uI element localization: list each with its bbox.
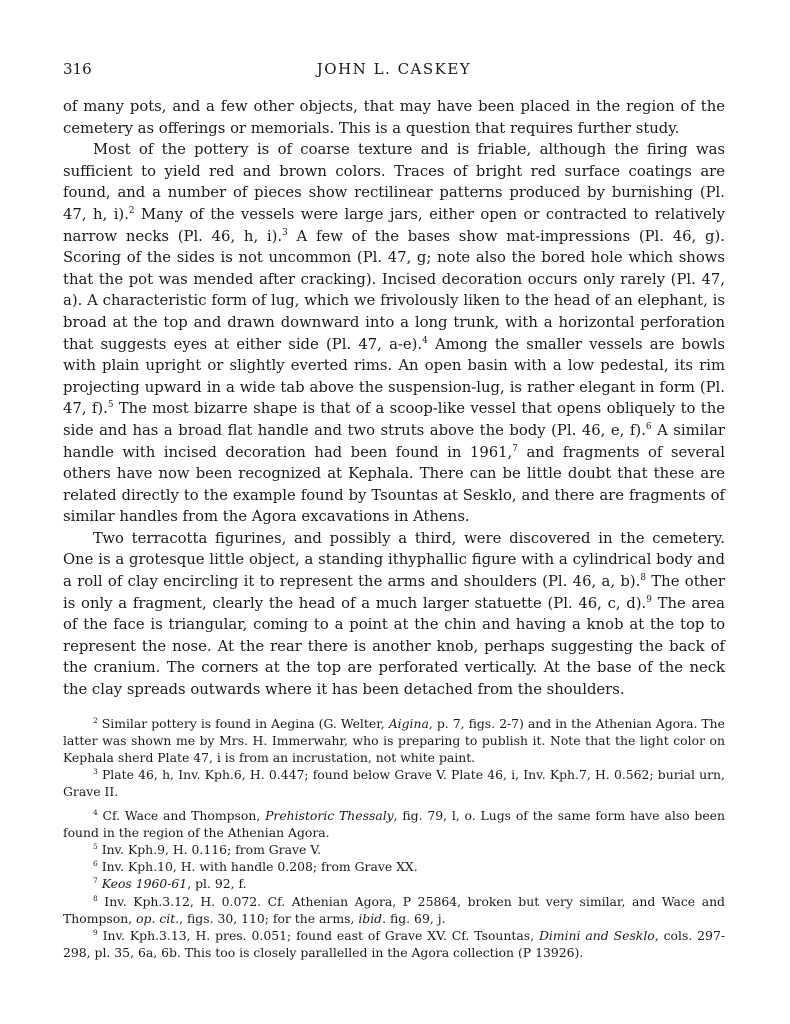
footnote-7 [63,875,725,892]
paragraph-3 [63,528,725,701]
italic-title: ibid. [358,910,387,926]
footnote-5 [63,841,725,858]
text-run: Many of the vessels were large jars, either open or contracted to relatively narrow necks (Pl. 46, h, i). [63,205,726,245]
text-run: A few of the bases show mat-impressions (Pl. 46, g). Scoring of the sides is not uncommon (Pl. 47, g; note also the bored hole which shows that the pot was mended after cracking). Incised decoration occurs only rarely (Pl. 47, a). A characteristic form of lug, which we frivolously liken to the head of an elephant, is broad at the top and drawn downward into a long trunk, with a horizontal perforation that suggests eyes at either side (Pl. 47, a-e). [63,227,725,353]
running-title: JOHN L. CASKEY [316,60,472,78]
page-number: 316 [63,60,92,78]
footnote-ref: 5 [107,400,114,411]
text-run: Cf. Wace and Thompson, [102,807,266,823]
text-run: , cols. 297-298, pl. 35, 6a, 6b. This too is closely parallelled in the Agora collection (P 13926). [63,928,726,961]
body-text [63,96,725,701]
footnote-number: 7 [93,876,98,886]
footnote-ref: 6 [645,421,652,432]
footnote-ref: 8 [640,573,646,584]
italic-title: Aigina [388,715,429,731]
text-run: Similar pottery is found in Aegina (G. Welter, [101,715,389,731]
footnote-number: 9 [93,927,98,937]
footnote-ref: 7 [512,443,518,454]
footnote-4 [63,807,725,841]
text-run: , p. 7, figs. 2-7) and in the Athenian Agora. The latter was shown me by Mrs. H. Immerwahr, who is preparing to publish it. Note that the light color on Kephala sherd Plate 47, i is from an incrustation, not white paint. [63,715,725,766]
text-run: and fragments of several others have now been recognized at Kephala. There can be little doubt that these are related directly to the example found by Tsountas at Sesklo, and there are fragments of similar handles from the Agora excavations in Athens. [63,443,725,526]
footnote-ref: 2 [128,206,135,217]
paragraph-2 [63,139,725,528]
text-run: Most of the pottery is of coarse texture and is friable, although the firing was sufficient to yield red and brown colors. Traces of bright red surface coatings are found, and a number of pieces show rectilinear patterns produced by burnishing (Pl. 47, h, i). [63,141,725,223]
text-run: Inv. Kph.3.13, H. pres. 0.051; found east of Grave XV. Cf. Tsountas, [102,928,539,944]
text-run: Among the smaller vessels are bowls with plain upright or slightly everted rims. An open basin with a low pedestal, its rim projecting upward in a wide tab above the suspension-lug, is rather elegant in form (Pl. 47, f). [63,335,726,418]
footnote-3 [63,766,725,800]
text-run: of many pots, and a few other objects, that may have been placed in the region of the cemetery as offerings or memorials. This is a question that requires further study. [63,98,725,137]
footnote-number: 6 [93,859,98,869]
italic-title: Keos 1960-61 [101,876,188,892]
footnote-number: 5 [93,841,98,851]
text-run: The most bizarre shape is that of a scoop-like vessel that opens obliquely to the side and has a broad flat handle and two struts above the body (Pl. 46, e, f). [63,400,725,439]
page [63,60,725,961]
text-run: , fig. 79, l, o. Lugs of the same form have also been found in the region of the Athenian Agora. [63,807,725,840]
footnote-6 [63,858,725,875]
text-run: A similar handle with incised decoration had been found in 1961, [63,421,726,461]
text-run: Two terracotta figurines, and possibly a third, were discovered in the cemetery. One is a grotesque little object, a standing ithyphallic figure with a cylindrical body and a roll of clay encircling it to represent the arms and shoulders (Pl. 46, a, b). [63,529,725,591]
footnote-9 [63,927,725,961]
paragraph-1 [63,96,725,139]
text-run: Inv. Kph.3.12, H. 0.072. Cf. Athenian Agora, P 25864, broken but very similar, and Wace and Thompson, [63,893,725,926]
text-run: fig. 69, j. [386,910,446,926]
text-run: The area of the face is triangular, coming to a point at the chin and having a knob at the top to represent the nose. At the rear there is another knob, perhaps suggesting the back of the cranium. The corners at the top are perforated vertically. At the base of the neck the clay spreads outwards where it has been detached from the shoulders. [63,594,725,699]
italic-title: Dimini and Sesklo [538,928,655,944]
page-header [63,60,725,84]
footnote-ref: 3 [282,227,288,238]
footnote-number: 8 [93,893,98,903]
footnotes [63,715,725,962]
footnote-number: 2 [93,715,98,725]
footnote-number: 3 [93,767,98,777]
text-run: , figs. 30, 110; for the arms, [179,910,359,926]
footnote-8 [63,893,725,927]
text-run: Plate 46, h, Inv. Kph.6, H. 0.447; found below Grave V. Plate 46, i, Inv. Kph.7, H. 0.562; burial urn, Grave II. [63,767,725,800]
italic-title: op. cit. [136,910,180,926]
footnote-number: 4 [93,807,98,817]
footnote-2 [63,715,725,767]
text-run: Inv. Kph.9, H. 0.116; from Grave V. [101,842,321,858]
text-run: , pl. 92, f. [187,876,247,892]
text-run: Inv. Kph.10, H. with handle 0.208; from Grave XX. [101,859,418,875]
italic-title: Prehistoric Thessaly [265,807,394,823]
text-run: The other is only a fragment, clearly the head of a much larger statuette (Pl. 46, c, d). [63,573,726,612]
footnote-ref: 4 [422,335,428,346]
footnote-ref: 9 [646,594,652,605]
